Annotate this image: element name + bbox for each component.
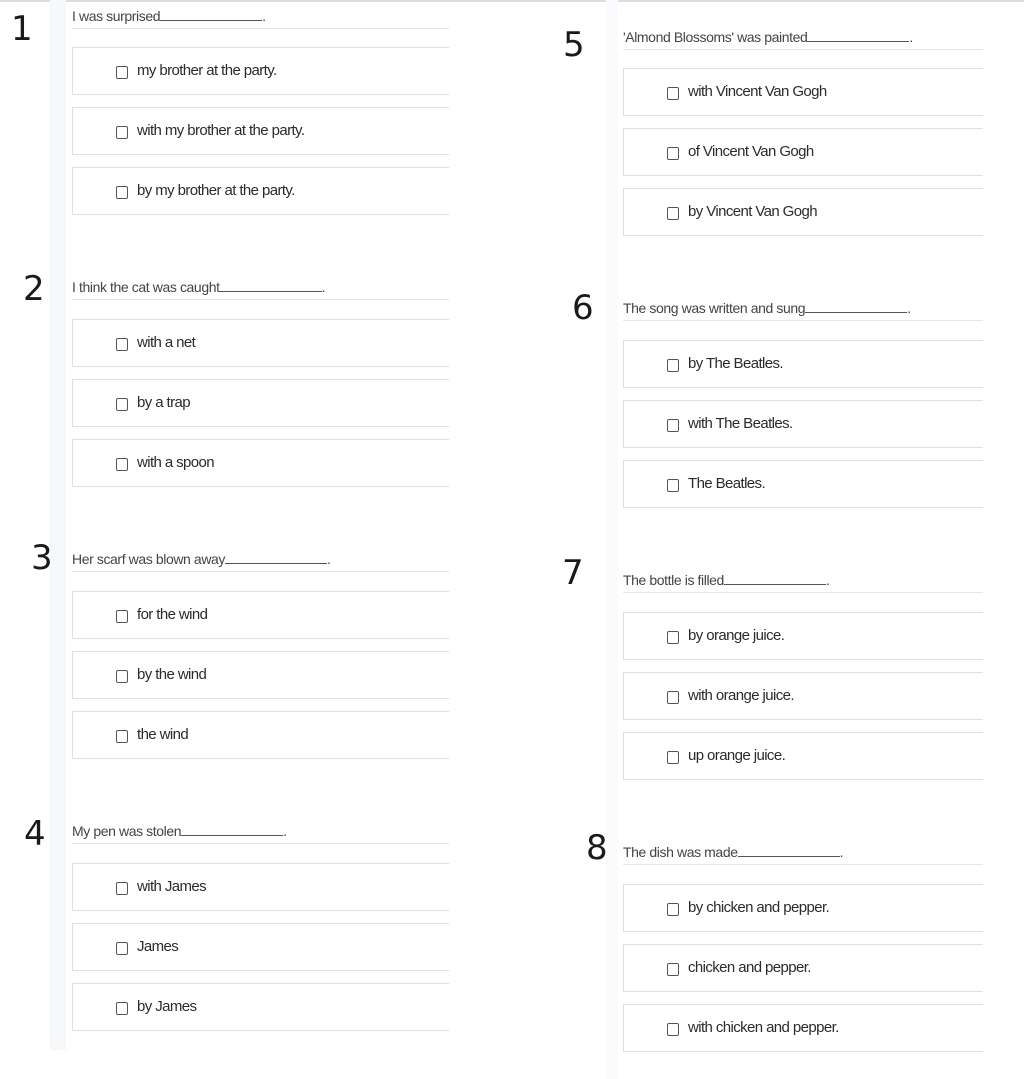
- question-number: 8: [586, 828, 608, 868]
- answer-option[interactable]: [72, 379, 449, 427]
- answer-option[interactable]: [72, 983, 449, 1031]
- checkbox[interactable]: [667, 87, 679, 100]
- answer-option[interactable]: [623, 732, 983, 780]
- checkbox[interactable]: [667, 1023, 679, 1036]
- checkbox[interactable]: [116, 942, 128, 955]
- checkbox[interactable]: [667, 631, 679, 644]
- option-label: by James: [137, 998, 197, 1015]
- answer-option[interactable]: [623, 944, 983, 992]
- checkbox[interactable]: [667, 903, 679, 916]
- option-label: the wind: [137, 726, 189, 743]
- answer-option[interactable]: [623, 68, 983, 116]
- option-label: with my brother at the party.: [137, 122, 305, 139]
- right-column-background: [606, 0, 618, 1079]
- question-prompt: 'Almond Blossoms' was painted .: [623, 27, 983, 50]
- checkbox[interactable]: [667, 207, 679, 220]
- checkbox[interactable]: [116, 1002, 128, 1015]
- option-label: with chicken and pepper.: [688, 1019, 839, 1036]
- answer-option[interactable]: [72, 651, 449, 699]
- option-label: with a net: [137, 334, 196, 351]
- checkbox[interactable]: [116, 730, 128, 743]
- option-label: by Vincent Van Gogh: [688, 203, 817, 220]
- checkbox[interactable]: [116, 458, 128, 471]
- answer-option[interactable]: [623, 340, 983, 388]
- question-prompt: I was surprised .: [72, 6, 449, 29]
- answer-option[interactable]: [72, 47, 449, 95]
- answer-option[interactable]: [72, 591, 449, 639]
- option-label: by orange juice.: [688, 627, 785, 644]
- question-number: 3: [31, 538, 53, 578]
- answer-option[interactable]: [623, 1004, 983, 1052]
- answer-option[interactable]: [623, 884, 983, 932]
- answer-option[interactable]: [623, 460, 983, 508]
- question-prompt: Her scarf was blown away .: [72, 549, 449, 572]
- question-prompt: The bottle is filled .: [623, 570, 983, 593]
- checkbox[interactable]: [667, 419, 679, 432]
- option-label: by the wind: [137, 666, 207, 683]
- answer-option[interactable]: [72, 167, 449, 215]
- option-label: by The Beatles.: [688, 355, 783, 372]
- checkbox[interactable]: [116, 610, 128, 623]
- question-number: 1: [11, 9, 33, 49]
- checkbox[interactable]: [116, 398, 128, 411]
- option-label: with a spoon: [137, 454, 215, 471]
- left-column-background: [50, 0, 66, 1050]
- question-number: 6: [572, 288, 594, 328]
- checkbox[interactable]: [116, 882, 128, 895]
- answer-option[interactable]: [72, 107, 449, 155]
- option-label: by my brother at the party.: [137, 182, 295, 199]
- checkbox[interactable]: [116, 670, 128, 683]
- option-label: with Vincent Van Gogh: [688, 83, 827, 100]
- option-label: with orange juice.: [688, 687, 794, 704]
- option-label: up orange juice.: [688, 747, 786, 764]
- answer-option[interactable]: [623, 612, 983, 660]
- checkbox[interactable]: [667, 359, 679, 372]
- question-number: 7: [562, 553, 584, 593]
- option-label: by chicken and pepper.: [688, 899, 830, 916]
- checkbox[interactable]: [116, 126, 128, 139]
- checkbox[interactable]: [116, 338, 128, 351]
- answer-option[interactable]: [623, 128, 983, 176]
- option-label: The Beatles.: [688, 475, 766, 492]
- top-divider: [0, 0, 1024, 2]
- checkbox[interactable]: [667, 147, 679, 160]
- option-label: with The Beatles.: [688, 415, 793, 432]
- checkbox[interactable]: [667, 691, 679, 704]
- option-label: with James: [137, 878, 207, 895]
- answer-option[interactable]: [72, 923, 449, 971]
- answer-option[interactable]: [72, 711, 449, 759]
- question-prompt: The dish was made .: [623, 842, 983, 865]
- option-label: James: [137, 938, 179, 955]
- option-label: of Vincent Van Gogh: [688, 143, 814, 160]
- answer-option[interactable]: [72, 439, 449, 487]
- option-label: chicken and pepper.: [688, 959, 811, 976]
- option-label: my brother at the party.: [137, 62, 277, 79]
- answer-option[interactable]: [72, 319, 449, 367]
- answer-option[interactable]: [623, 400, 983, 448]
- option-label: by a trap: [137, 394, 190, 411]
- question-prompt: My pen was stolen .: [72, 821, 449, 844]
- question-number: 4: [24, 814, 46, 854]
- answer-option[interactable]: [623, 672, 983, 720]
- checkbox[interactable]: [667, 479, 679, 492]
- checkbox[interactable]: [667, 963, 679, 976]
- answer-option[interactable]: [623, 188, 983, 236]
- checkbox[interactable]: [667, 751, 679, 764]
- question-prompt: I think the cat was caught .: [72, 277, 449, 300]
- question-number: 2: [23, 269, 45, 309]
- answer-option[interactable]: [72, 863, 449, 911]
- checkbox[interactable]: [116, 186, 128, 199]
- question-number: 5: [563, 25, 585, 65]
- checkbox[interactable]: [116, 66, 128, 79]
- question-prompt: The song was written and sung .: [623, 298, 983, 321]
- option-label: for the wind: [137, 606, 208, 623]
